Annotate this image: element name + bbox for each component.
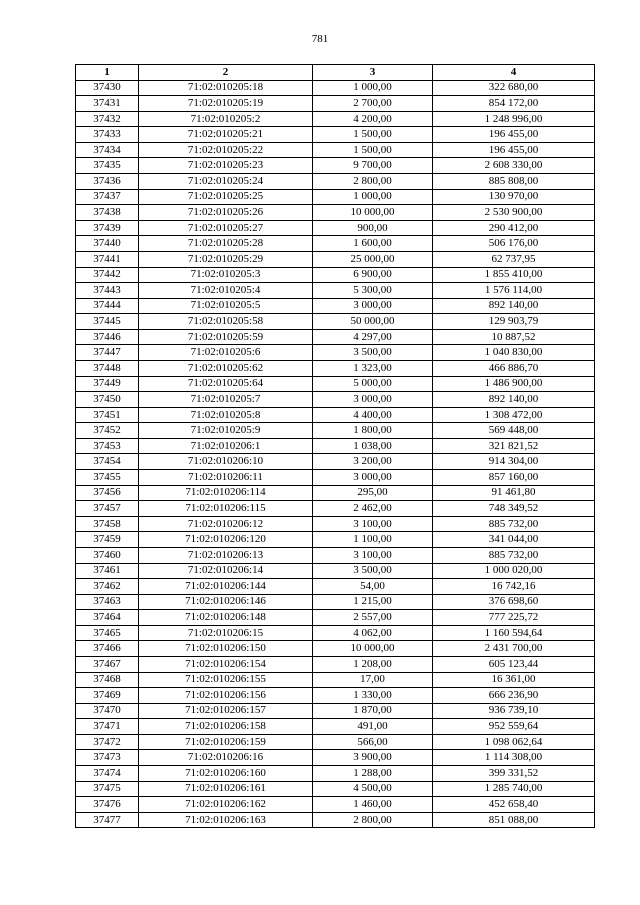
area-cell: 4 400,00 <box>313 407 433 423</box>
area-cell: 3 500,00 <box>313 345 433 361</box>
table-row <box>76 532 595 548</box>
area-cell: 2 700,00 <box>313 96 433 112</box>
cadastral-number-cell: 71:02:010205:2 <box>139 111 313 127</box>
data-table <box>75 64 595 828</box>
cadastral-number-cell: 71:02:010205:28 <box>139 236 313 252</box>
value-cell: 91 461,80 <box>433 485 595 501</box>
table-row <box>76 423 595 439</box>
area-cell: 900,00 <box>313 220 433 236</box>
table-row <box>76 267 595 283</box>
table-row <box>76 516 595 532</box>
area-cell: 17,00 <box>313 672 433 688</box>
table-row <box>76 703 595 719</box>
table-row <box>76 750 595 766</box>
value-cell: 914 304,00 <box>433 454 595 470</box>
value-cell: 2 530 900,00 <box>433 205 595 221</box>
value-cell: 1 098 062,64 <box>433 734 595 750</box>
value-cell: 1 160 594,64 <box>433 625 595 641</box>
cadastral-number-cell: 71:02:010205:29 <box>139 251 313 267</box>
table-row <box>76 392 595 408</box>
row-number-cell: 37445 <box>76 314 139 330</box>
area-cell: 1 000,00 <box>313 80 433 96</box>
value-cell: 1 248 996,00 <box>433 111 595 127</box>
area-cell: 1 215,00 <box>313 594 433 610</box>
cadastral-number-cell: 71:02:010205:7 <box>139 392 313 408</box>
row-number-cell: 37477 <box>76 812 139 828</box>
value-cell: 892 140,00 <box>433 298 595 314</box>
column-header: 3 <box>313 65 433 81</box>
table-row <box>76 734 595 750</box>
area-cell: 3 000,00 <box>313 470 433 486</box>
table-row <box>76 719 595 735</box>
area-cell: 1 208,00 <box>313 656 433 672</box>
cadastral-number-cell: 71:02:010205:21 <box>139 127 313 143</box>
row-number-cell: 37461 <box>76 563 139 579</box>
row-number-cell: 37468 <box>76 672 139 688</box>
table-row <box>76 781 595 797</box>
value-cell: 1 308 472,00 <box>433 407 595 423</box>
row-number-cell: 37469 <box>76 688 139 704</box>
table-body <box>76 80 595 828</box>
cadastral-number-cell: 71:02:010205:23 <box>139 158 313 174</box>
cadastral-number-cell: 71:02:010206:148 <box>139 610 313 626</box>
table-row <box>76 189 595 205</box>
row-number-cell: 37433 <box>76 127 139 143</box>
cadastral-number-cell: 71:02:010206:115 <box>139 501 313 517</box>
cadastral-number-cell: 71:02:010206:155 <box>139 672 313 688</box>
area-cell: 491,00 <box>313 719 433 735</box>
area-cell: 4 200,00 <box>313 111 433 127</box>
row-number-cell: 37431 <box>76 96 139 112</box>
value-cell: 321 821,52 <box>433 438 595 454</box>
row-number-cell: 37451 <box>76 407 139 423</box>
cadastral-number-cell: 71:02:010206:158 <box>139 719 313 735</box>
column-header: 2 <box>139 65 313 81</box>
cadastral-number-cell: 71:02:010206:120 <box>139 532 313 548</box>
row-number-cell: 37430 <box>76 80 139 96</box>
value-cell: 777 225,72 <box>433 610 595 626</box>
cadastral-number-cell: 71:02:010206:159 <box>139 734 313 750</box>
table-row <box>76 501 595 517</box>
area-cell: 1 323,00 <box>313 360 433 376</box>
table-header-row <box>76 65 595 81</box>
row-number-cell: 37462 <box>76 579 139 595</box>
table-row <box>76 547 595 563</box>
column-header: 4 <box>433 65 595 81</box>
table-row <box>76 688 595 704</box>
row-number-cell: 37448 <box>76 360 139 376</box>
value-cell: 666 236,90 <box>433 688 595 704</box>
area-cell: 6 900,00 <box>313 267 433 283</box>
area-cell: 1 500,00 <box>313 127 433 143</box>
cadastral-number-cell: 71:02:010205:5 <box>139 298 313 314</box>
area-cell: 1 038,00 <box>313 438 433 454</box>
row-number-cell: 37447 <box>76 345 139 361</box>
area-cell: 54,00 <box>313 579 433 595</box>
table-row <box>76 672 595 688</box>
area-cell: 1 870,00 <box>313 703 433 719</box>
row-number-cell: 37474 <box>76 766 139 782</box>
area-cell: 25 000,00 <box>313 251 433 267</box>
table-row <box>76 641 595 657</box>
area-cell: 1 500,00 <box>313 142 433 158</box>
area-cell: 3 900,00 <box>313 750 433 766</box>
value-cell: 376 698,60 <box>433 594 595 610</box>
table-row <box>76 407 595 423</box>
cadastral-number-cell: 71:02:010206:150 <box>139 641 313 657</box>
cadastral-number-cell: 71:02:010206:16 <box>139 750 313 766</box>
area-cell: 3 100,00 <box>313 516 433 532</box>
row-number-cell: 37470 <box>76 703 139 719</box>
row-number-cell: 37464 <box>76 610 139 626</box>
value-cell: 851 088,00 <box>433 812 595 828</box>
cadastral-number-cell: 71:02:010206:114 <box>139 485 313 501</box>
value-cell: 196 455,00 <box>433 127 595 143</box>
value-cell: 10 887,52 <box>433 329 595 345</box>
cadastral-number-cell: 71:02:010205:3 <box>139 267 313 283</box>
table-row <box>76 283 595 299</box>
table-row <box>76 174 595 190</box>
area-cell: 2 800,00 <box>313 174 433 190</box>
area-cell: 5 000,00 <box>313 376 433 392</box>
row-number-cell: 37437 <box>76 189 139 205</box>
cadastral-number-cell: 71:02:010205:19 <box>139 96 313 112</box>
table-row <box>76 656 595 672</box>
value-cell: 569 448,00 <box>433 423 595 439</box>
value-cell: 130 970,00 <box>433 189 595 205</box>
table-row <box>76 236 595 252</box>
value-cell: 290 412,00 <box>433 220 595 236</box>
cadastral-number-cell: 71:02:010206:10 <box>139 454 313 470</box>
area-cell: 1 000,00 <box>313 189 433 205</box>
cadastral-number-cell: 71:02:010206:15 <box>139 625 313 641</box>
row-number-cell: 37450 <box>76 392 139 408</box>
column-header: 1 <box>76 65 139 81</box>
row-number-cell: 37441 <box>76 251 139 267</box>
area-cell: 2 462,00 <box>313 501 433 517</box>
row-number-cell: 37465 <box>76 625 139 641</box>
area-cell: 9 700,00 <box>313 158 433 174</box>
row-number-cell: 37449 <box>76 376 139 392</box>
area-cell: 566,00 <box>313 734 433 750</box>
value-cell: 1 285 740,00 <box>433 781 595 797</box>
row-number-cell: 37434 <box>76 142 139 158</box>
table-row <box>76 96 595 112</box>
cadastral-number-cell: 71:02:010205:9 <box>139 423 313 439</box>
value-cell: 1 114 308,00 <box>433 750 595 766</box>
area-cell: 10 000,00 <box>313 205 433 221</box>
row-number-cell: 37436 <box>76 174 139 190</box>
area-cell: 50 000,00 <box>313 314 433 330</box>
table-row <box>76 454 595 470</box>
value-cell: 341 044,00 <box>433 532 595 548</box>
cadastral-number-cell: 71:02:010206:161 <box>139 781 313 797</box>
row-number-cell: 37432 <box>76 111 139 127</box>
cadastral-number-cell: 71:02:010206:154 <box>139 656 313 672</box>
cadastral-number-cell: 71:02:010205:4 <box>139 283 313 299</box>
row-number-cell: 37472 <box>76 734 139 750</box>
cadastral-number-cell: 71:02:010206:14 <box>139 563 313 579</box>
table-row <box>76 579 595 595</box>
cadastral-number-cell: 71:02:010205:62 <box>139 360 313 376</box>
value-cell: 1 040 830,00 <box>433 345 595 361</box>
area-cell: 1 288,00 <box>313 766 433 782</box>
value-cell: 885 732,00 <box>433 547 595 563</box>
table-row <box>76 158 595 174</box>
row-number-cell: 37455 <box>76 470 139 486</box>
row-number-cell: 37454 <box>76 454 139 470</box>
value-cell: 466 886,70 <box>433 360 595 376</box>
table-row <box>76 594 595 610</box>
table-row <box>76 812 595 828</box>
cadastral-number-cell: 71:02:010206:160 <box>139 766 313 782</box>
table-row <box>76 797 595 813</box>
cadastral-number-cell: 71:02:010206:1 <box>139 438 313 454</box>
cadastral-number-cell: 71:02:010206:157 <box>139 703 313 719</box>
value-cell: 605 123,44 <box>433 656 595 672</box>
cadastral-number-cell: 71:02:010206:13 <box>139 547 313 563</box>
table-row <box>76 376 595 392</box>
value-cell: 196 455,00 <box>433 142 595 158</box>
value-cell: 2 431 700,00 <box>433 641 595 657</box>
value-cell: 129 903,79 <box>433 314 595 330</box>
value-cell: 506 176,00 <box>433 236 595 252</box>
area-cell: 3 000,00 <box>313 298 433 314</box>
table-row <box>76 329 595 345</box>
value-cell: 936 739,10 <box>433 703 595 719</box>
row-number-cell: 37439 <box>76 220 139 236</box>
area-cell: 4 500,00 <box>313 781 433 797</box>
table-row <box>76 345 595 361</box>
row-number-cell: 37473 <box>76 750 139 766</box>
table-row <box>76 127 595 143</box>
row-number-cell: 37471 <box>76 719 139 735</box>
value-cell: 1 576 114,00 <box>433 283 595 299</box>
cadastral-number-cell: 71:02:010206:163 <box>139 812 313 828</box>
table-row <box>76 251 595 267</box>
row-number-cell: 37444 <box>76 298 139 314</box>
area-cell: 3 000,00 <box>313 392 433 408</box>
value-cell: 16 742,16 <box>433 579 595 595</box>
cadastral-number-cell: 71:02:010206:146 <box>139 594 313 610</box>
row-number-cell: 37443 <box>76 283 139 299</box>
table-row <box>76 111 595 127</box>
area-cell: 3 200,00 <box>313 454 433 470</box>
value-cell: 399 331,52 <box>433 766 595 782</box>
area-cell: 1 600,00 <box>313 236 433 252</box>
table-row <box>76 766 595 782</box>
value-cell: 885 732,00 <box>433 516 595 532</box>
value-cell: 1 855 410,00 <box>433 267 595 283</box>
area-cell: 1 330,00 <box>313 688 433 704</box>
value-cell: 748 349,52 <box>433 501 595 517</box>
cadastral-number-cell: 71:02:010205:24 <box>139 174 313 190</box>
cadastral-number-cell: 71:02:010206:144 <box>139 579 313 595</box>
value-cell: 892 140,00 <box>433 392 595 408</box>
table-row <box>76 625 595 641</box>
value-cell: 62 737,95 <box>433 251 595 267</box>
cadastral-number-cell: 71:02:010206:162 <box>139 797 313 813</box>
value-cell: 322 680,00 <box>433 80 595 96</box>
cadastral-number-cell: 71:02:010206:11 <box>139 470 313 486</box>
cadastral-number-cell: 71:02:010206:156 <box>139 688 313 704</box>
table-row <box>76 563 595 579</box>
cadastral-number-cell: 71:02:010205:8 <box>139 407 313 423</box>
page-number: 781 <box>311 33 329 45</box>
row-number-cell: 37453 <box>76 438 139 454</box>
row-number-cell: 37476 <box>76 797 139 813</box>
area-cell: 1 460,00 <box>313 797 433 813</box>
area-cell: 1 100,00 <box>313 532 433 548</box>
area-cell: 3 100,00 <box>313 547 433 563</box>
row-number-cell: 37475 <box>76 781 139 797</box>
row-number-cell: 37457 <box>76 501 139 517</box>
area-cell: 295,00 <box>313 485 433 501</box>
table-row <box>76 220 595 236</box>
area-cell: 5 300,00 <box>313 283 433 299</box>
value-cell: 854 172,00 <box>433 96 595 112</box>
row-number-cell: 37466 <box>76 641 139 657</box>
value-cell: 952 559,64 <box>433 719 595 735</box>
cadastral-number-cell: 71:02:010206:12 <box>139 516 313 532</box>
row-number-cell: 37458 <box>76 516 139 532</box>
table-row <box>76 470 595 486</box>
value-cell: 452 658,40 <box>433 797 595 813</box>
row-number-cell: 37460 <box>76 547 139 563</box>
cadastral-number-cell: 71:02:010205:6 <box>139 345 313 361</box>
table-row <box>76 142 595 158</box>
cadastral-number-cell: 71:02:010205:64 <box>139 376 313 392</box>
table-row <box>76 80 595 96</box>
area-cell: 3 500,00 <box>313 563 433 579</box>
row-number-cell: 37438 <box>76 205 139 221</box>
row-number-cell: 37463 <box>76 594 139 610</box>
area-cell: 1 800,00 <box>313 423 433 439</box>
cadastral-number-cell: 71:02:010205:25 <box>139 189 313 205</box>
table-row <box>76 205 595 221</box>
row-number-cell: 37452 <box>76 423 139 439</box>
cadastral-number-cell: 71:02:010205:22 <box>139 142 313 158</box>
row-number-cell: 37442 <box>76 267 139 283</box>
row-number-cell: 37456 <box>76 485 139 501</box>
value-cell: 857 160,00 <box>433 470 595 486</box>
cadastral-number-cell: 71:02:010205:18 <box>139 80 313 96</box>
value-cell: 885 808,00 <box>433 174 595 190</box>
value-cell: 16 361,00 <box>433 672 595 688</box>
cadastral-number-cell: 71:02:010205:58 <box>139 314 313 330</box>
area-cell: 10 000,00 <box>313 641 433 657</box>
area-cell: 2 557,00 <box>313 610 433 626</box>
table-row <box>76 298 595 314</box>
row-number-cell: 37467 <box>76 656 139 672</box>
table-row <box>76 438 595 454</box>
row-number-cell: 37440 <box>76 236 139 252</box>
value-cell: 1 486 900,00 <box>433 376 595 392</box>
area-cell: 2 800,00 <box>313 812 433 828</box>
table-row <box>76 360 595 376</box>
row-number-cell: 37446 <box>76 329 139 345</box>
value-cell: 2 608 330,00 <box>433 158 595 174</box>
area-cell: 4 297,00 <box>313 329 433 345</box>
area-cell: 4 062,00 <box>313 625 433 641</box>
value-cell: 1 000 020,00 <box>433 563 595 579</box>
cadastral-number-cell: 71:02:010205:26 <box>139 205 313 221</box>
table-row <box>76 314 595 330</box>
row-number-cell: 37459 <box>76 532 139 548</box>
table-row <box>76 485 595 501</box>
row-number-cell: 37435 <box>76 158 139 174</box>
table-row <box>76 610 595 626</box>
cadastral-number-cell: 71:02:010205:59 <box>139 329 313 345</box>
cadastral-number-cell: 71:02:010205:27 <box>139 220 313 236</box>
